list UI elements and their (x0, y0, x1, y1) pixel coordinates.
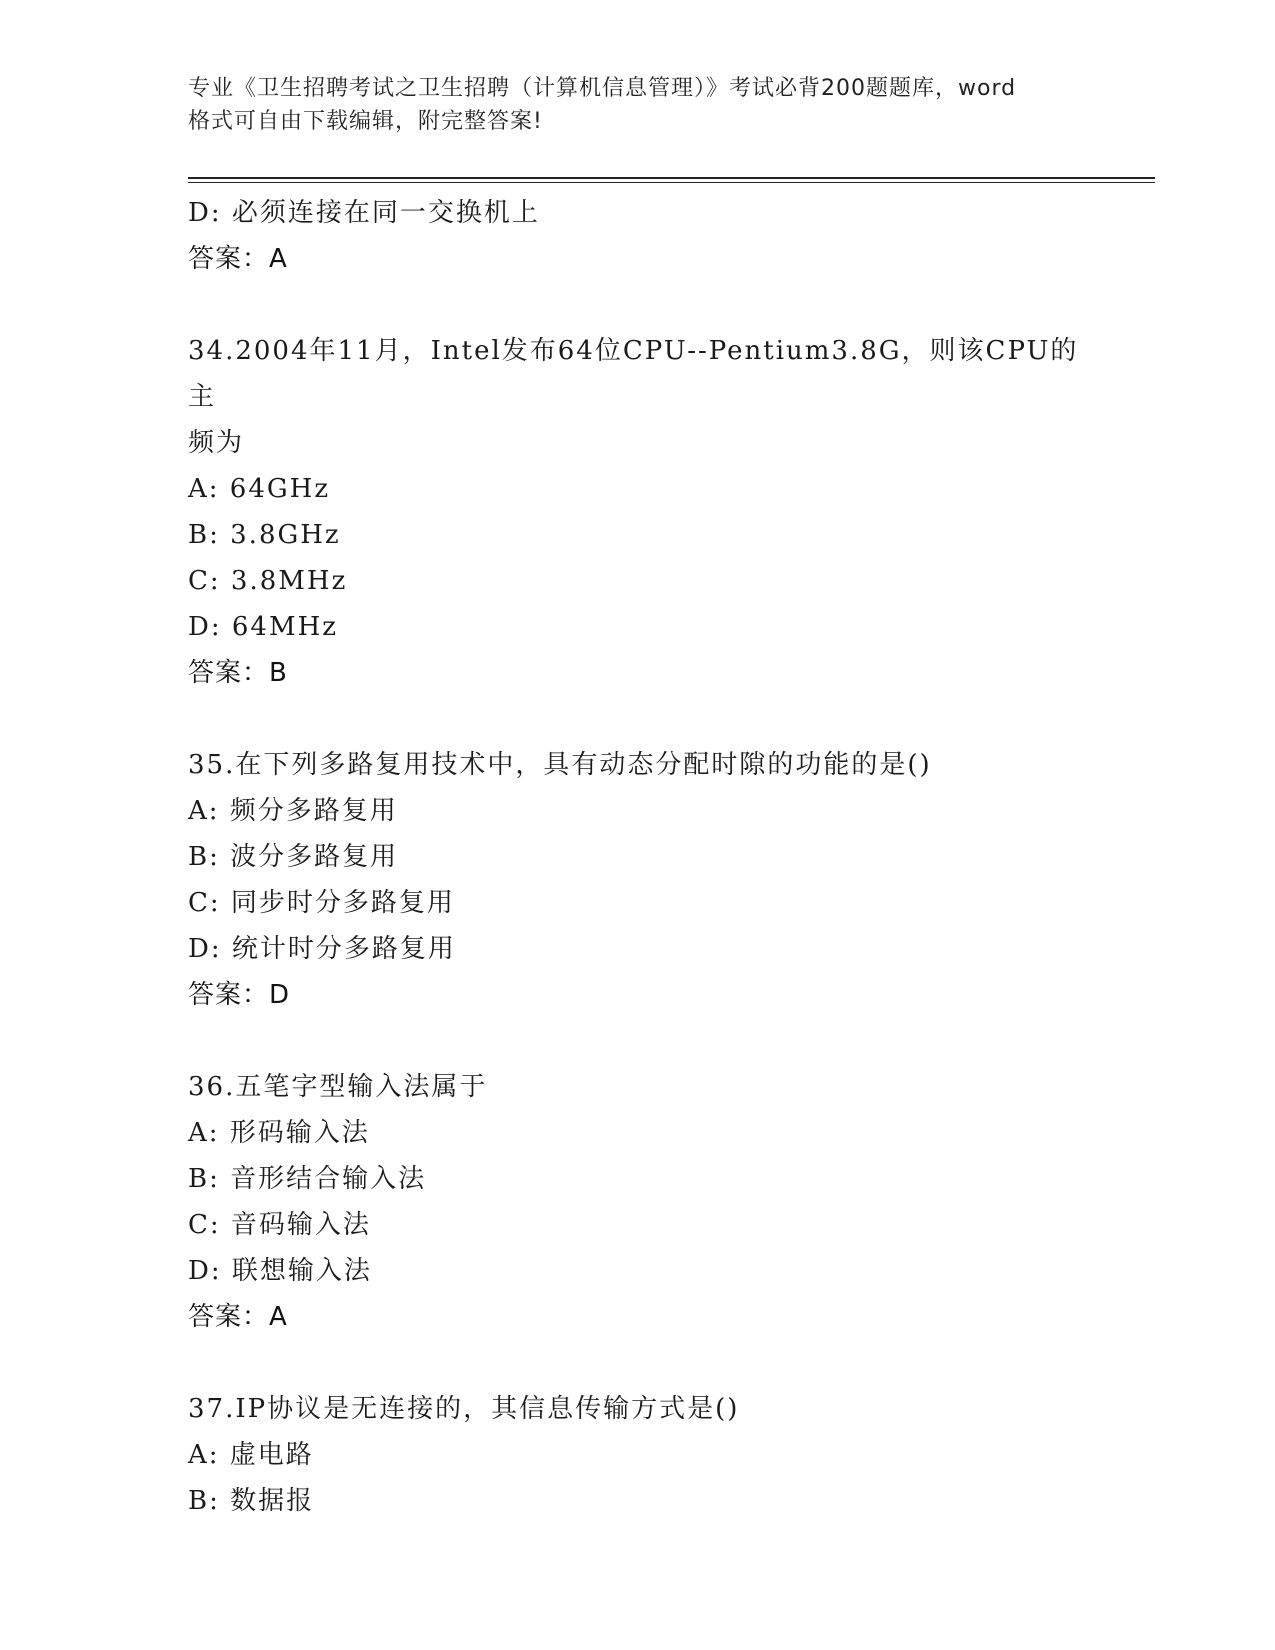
option-b: B: 3.8GHz (188, 520, 341, 550)
option-a: A: 形码输入法 (188, 1118, 370, 1148)
option-b: B: 音形结合输入法 (188, 1164, 427, 1194)
answer-line: 答案：A (188, 244, 288, 274)
option-c: C: 音码输入法 (188, 1210, 371, 1240)
option-a: A: 虚电路 (188, 1440, 314, 1470)
option-c: C: 3.8MHz (188, 566, 348, 596)
option-a: A: 频分多路复用 (188, 796, 398, 826)
option-d: D: 统计时分多路复用 (188, 934, 456, 964)
answer-line: 答案：B (188, 658, 288, 688)
option-d: D: 64MHz (188, 612, 338, 642)
document-header (188, 72, 1088, 138)
option-a: A: 64GHz (188, 474, 331, 504)
document-content (188, 190, 1088, 1524)
question-text: 37.IP协议是无连接的，其信息传输方式是() (188, 1394, 740, 1424)
option-c: C: 同步时分多路复用 (188, 888, 455, 918)
question-text: 36.五笔字型输入法属于 (188, 1072, 488, 1102)
question-34-block (188, 328, 1088, 696)
header-divider-thick (188, 177, 1155, 179)
question-text: 34.2004年11月，Intel发布64位CPU--Pentium3.8G，则该CPU的主 (188, 336, 1079, 412)
carryover-question-block (188, 190, 1088, 282)
answer-line: 答案：D (188, 980, 291, 1010)
header-divider-thin (188, 182, 1155, 183)
question-text: 35.在下列多路复用技术中，具有动态分配时隙的功能的是() (188, 750, 932, 780)
question-36-block (188, 1064, 1088, 1340)
question-37-block (188, 1386, 1088, 1524)
question-35-block (188, 742, 1088, 1018)
option-d: D: 必须连接在同一交换机上 (188, 198, 540, 228)
answer-line: 答案：A (188, 1302, 288, 1332)
option-b: B: 数据报 (188, 1486, 315, 1516)
question-text-continued: 频为 (188, 428, 245, 458)
option-b: B: 波分多路复用 (188, 842, 399, 872)
header-line-1: 专业《卫生招聘考试之卫生招聘（计算机信息管理）》考试必背200题题库，word (188, 76, 1017, 101)
header-line-2: 格式可自由下载编辑，附完整答案! (188, 109, 543, 134)
option-d: D: 联想输入法 (188, 1256, 372, 1286)
